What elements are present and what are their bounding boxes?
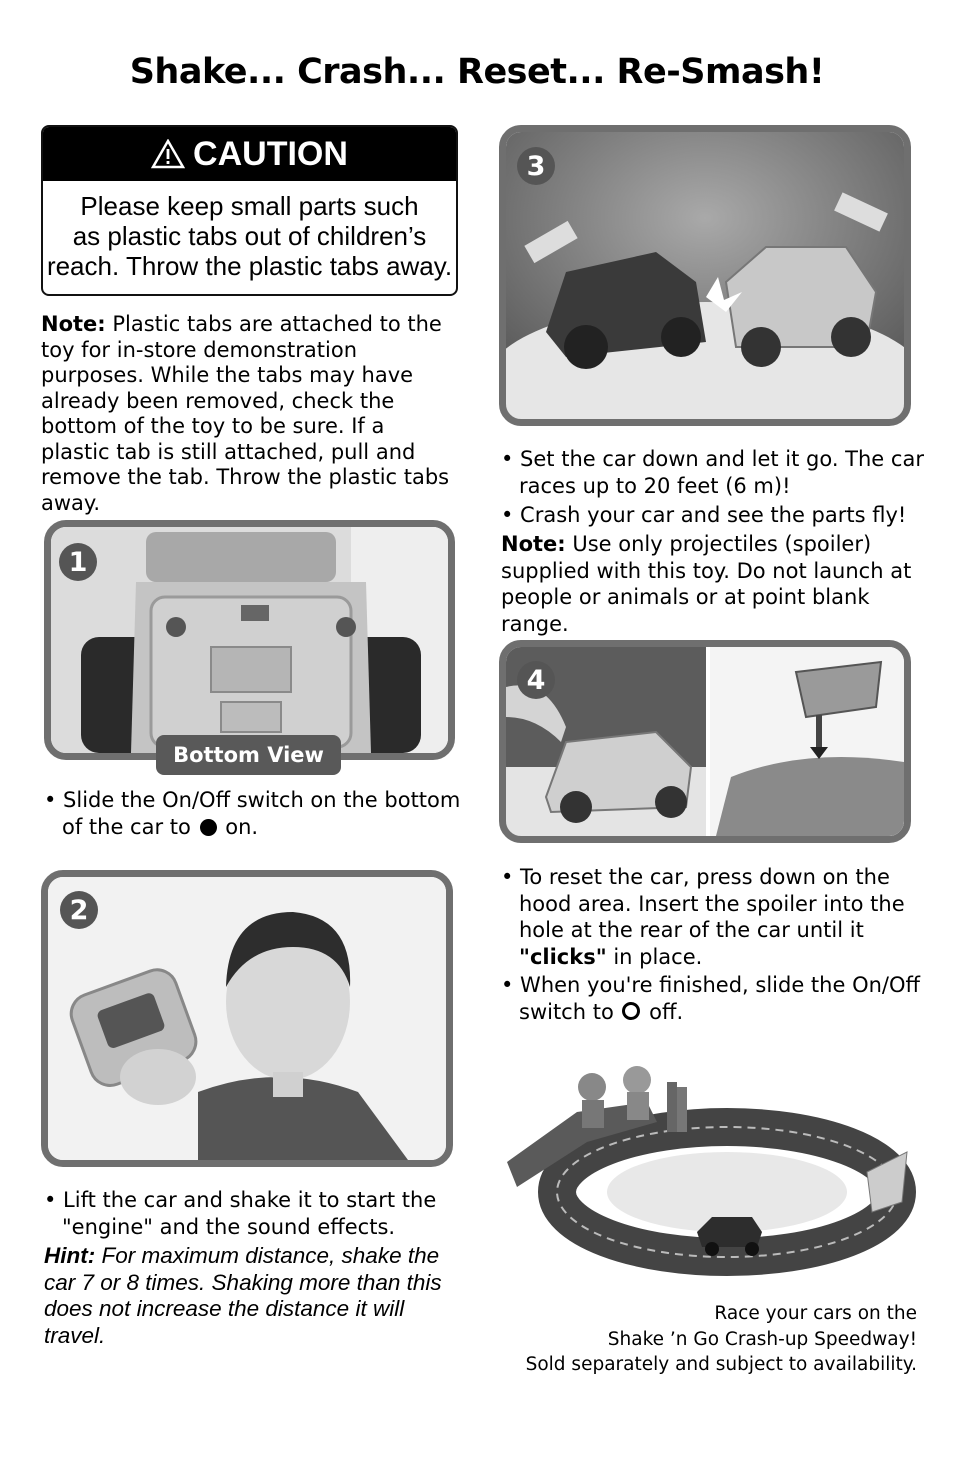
step4-text: • To reset the car, press down on the hood area. Insert the spoiler into the hole at the rear of the car until it bbox=[501, 865, 905, 942]
on-circle-icon bbox=[200, 819, 217, 836]
step4-off-text-end: off. bbox=[642, 1000, 684, 1024]
hint-label: Hint: bbox=[44, 1243, 96, 1268]
caution-line: as plastic tabs out of children’s bbox=[72, 221, 427, 251]
note-text: Plastic tabs are attached to the toy for in-store demonstration purposes. While the tabs may have already been removed, check the bottom of the toy to be sure. If a plastic tab is still attached, pull and remove the tab. Throw the plastic tabs away. bbox=[41, 312, 450, 515]
speedway-track-photo bbox=[497, 1052, 917, 1297]
step1-text: • Slide the On/Off switch on the bottom of the car to bbox=[44, 788, 461, 839]
step2-image bbox=[41, 870, 453, 1167]
caution-line: Please keep small parts such bbox=[80, 191, 419, 221]
step4-off-text: • When you're finished, slide the On/Off switch to bbox=[501, 973, 920, 1024]
step3-note bbox=[501, 531, 925, 637]
bottom-view-tag: Bottom View bbox=[156, 735, 341, 775]
note-label: Note: bbox=[501, 532, 566, 556]
hint-text: For maximum distance, shake the car 7 or 8 times. Shaking more than this does not increase the distance it will travel. bbox=[44, 1243, 442, 1348]
warning-triangle-icon bbox=[151, 139, 185, 169]
off-circle-icon bbox=[622, 1002, 640, 1020]
step2-instruction: • Lift the car and shake it to start the "engine" and the sound effects. bbox=[44, 1188, 437, 1239]
reset-car-photos bbox=[506, 647, 904, 836]
step4-text-end: in place. bbox=[606, 944, 703, 969]
step1-text-end: on. bbox=[218, 815, 259, 839]
caution-heading: CAUTION bbox=[193, 134, 348, 173]
boy-shaking-car-photo bbox=[48, 877, 446, 1160]
note-text: Use only projectiles (spoiler) supplied with this toy. Do not launch at people or animals or at point blank range. bbox=[501, 532, 912, 636]
step-number-badge: 1 bbox=[59, 543, 97, 581]
step4-instruction-2 bbox=[501, 972, 939, 1026]
step4-instruction-1 bbox=[501, 864, 929, 970]
caption-line: Shake ’n Go Crash-up Speedway! bbox=[607, 1328, 917, 1350]
step3-image bbox=[499, 125, 911, 426]
step1-instruction bbox=[44, 787, 474, 841]
note-label: Note: bbox=[41, 312, 106, 336]
step3-instruction-2: • Crash your car and see the parts fly! bbox=[501, 503, 907, 527]
step3-instruction-1: • Set the car down and let it go. The car races up to 20 feet (6 m)! bbox=[501, 447, 924, 498]
clicks-emphasis: "clicks" bbox=[519, 944, 607, 969]
car-bottom-photo bbox=[51, 527, 448, 753]
step-number-badge: 3 bbox=[517, 147, 555, 185]
step-number-badge: 4 bbox=[517, 661, 555, 699]
caution-text bbox=[43, 181, 456, 281]
page-title: Shake... Crash... Reset... Re-Smash! bbox=[129, 52, 825, 92]
caution-header bbox=[43, 127, 456, 181]
step-number-badge: 2 bbox=[60, 891, 98, 929]
cars-crashing-photo bbox=[506, 132, 904, 419]
step2-hint bbox=[44, 1243, 456, 1349]
step4-image bbox=[499, 640, 911, 843]
tabs-note bbox=[41, 312, 456, 516]
step1-image bbox=[44, 520, 455, 760]
caption-line: Race your cars on the bbox=[714, 1303, 917, 1324]
caption-line: Sold separately and subject to availability. bbox=[525, 1354, 917, 1375]
caution-line: reach. Throw the plastic tabs away. bbox=[46, 251, 453, 281]
caution-box bbox=[41, 125, 458, 296]
speedway-caption bbox=[480, 1301, 917, 1378]
